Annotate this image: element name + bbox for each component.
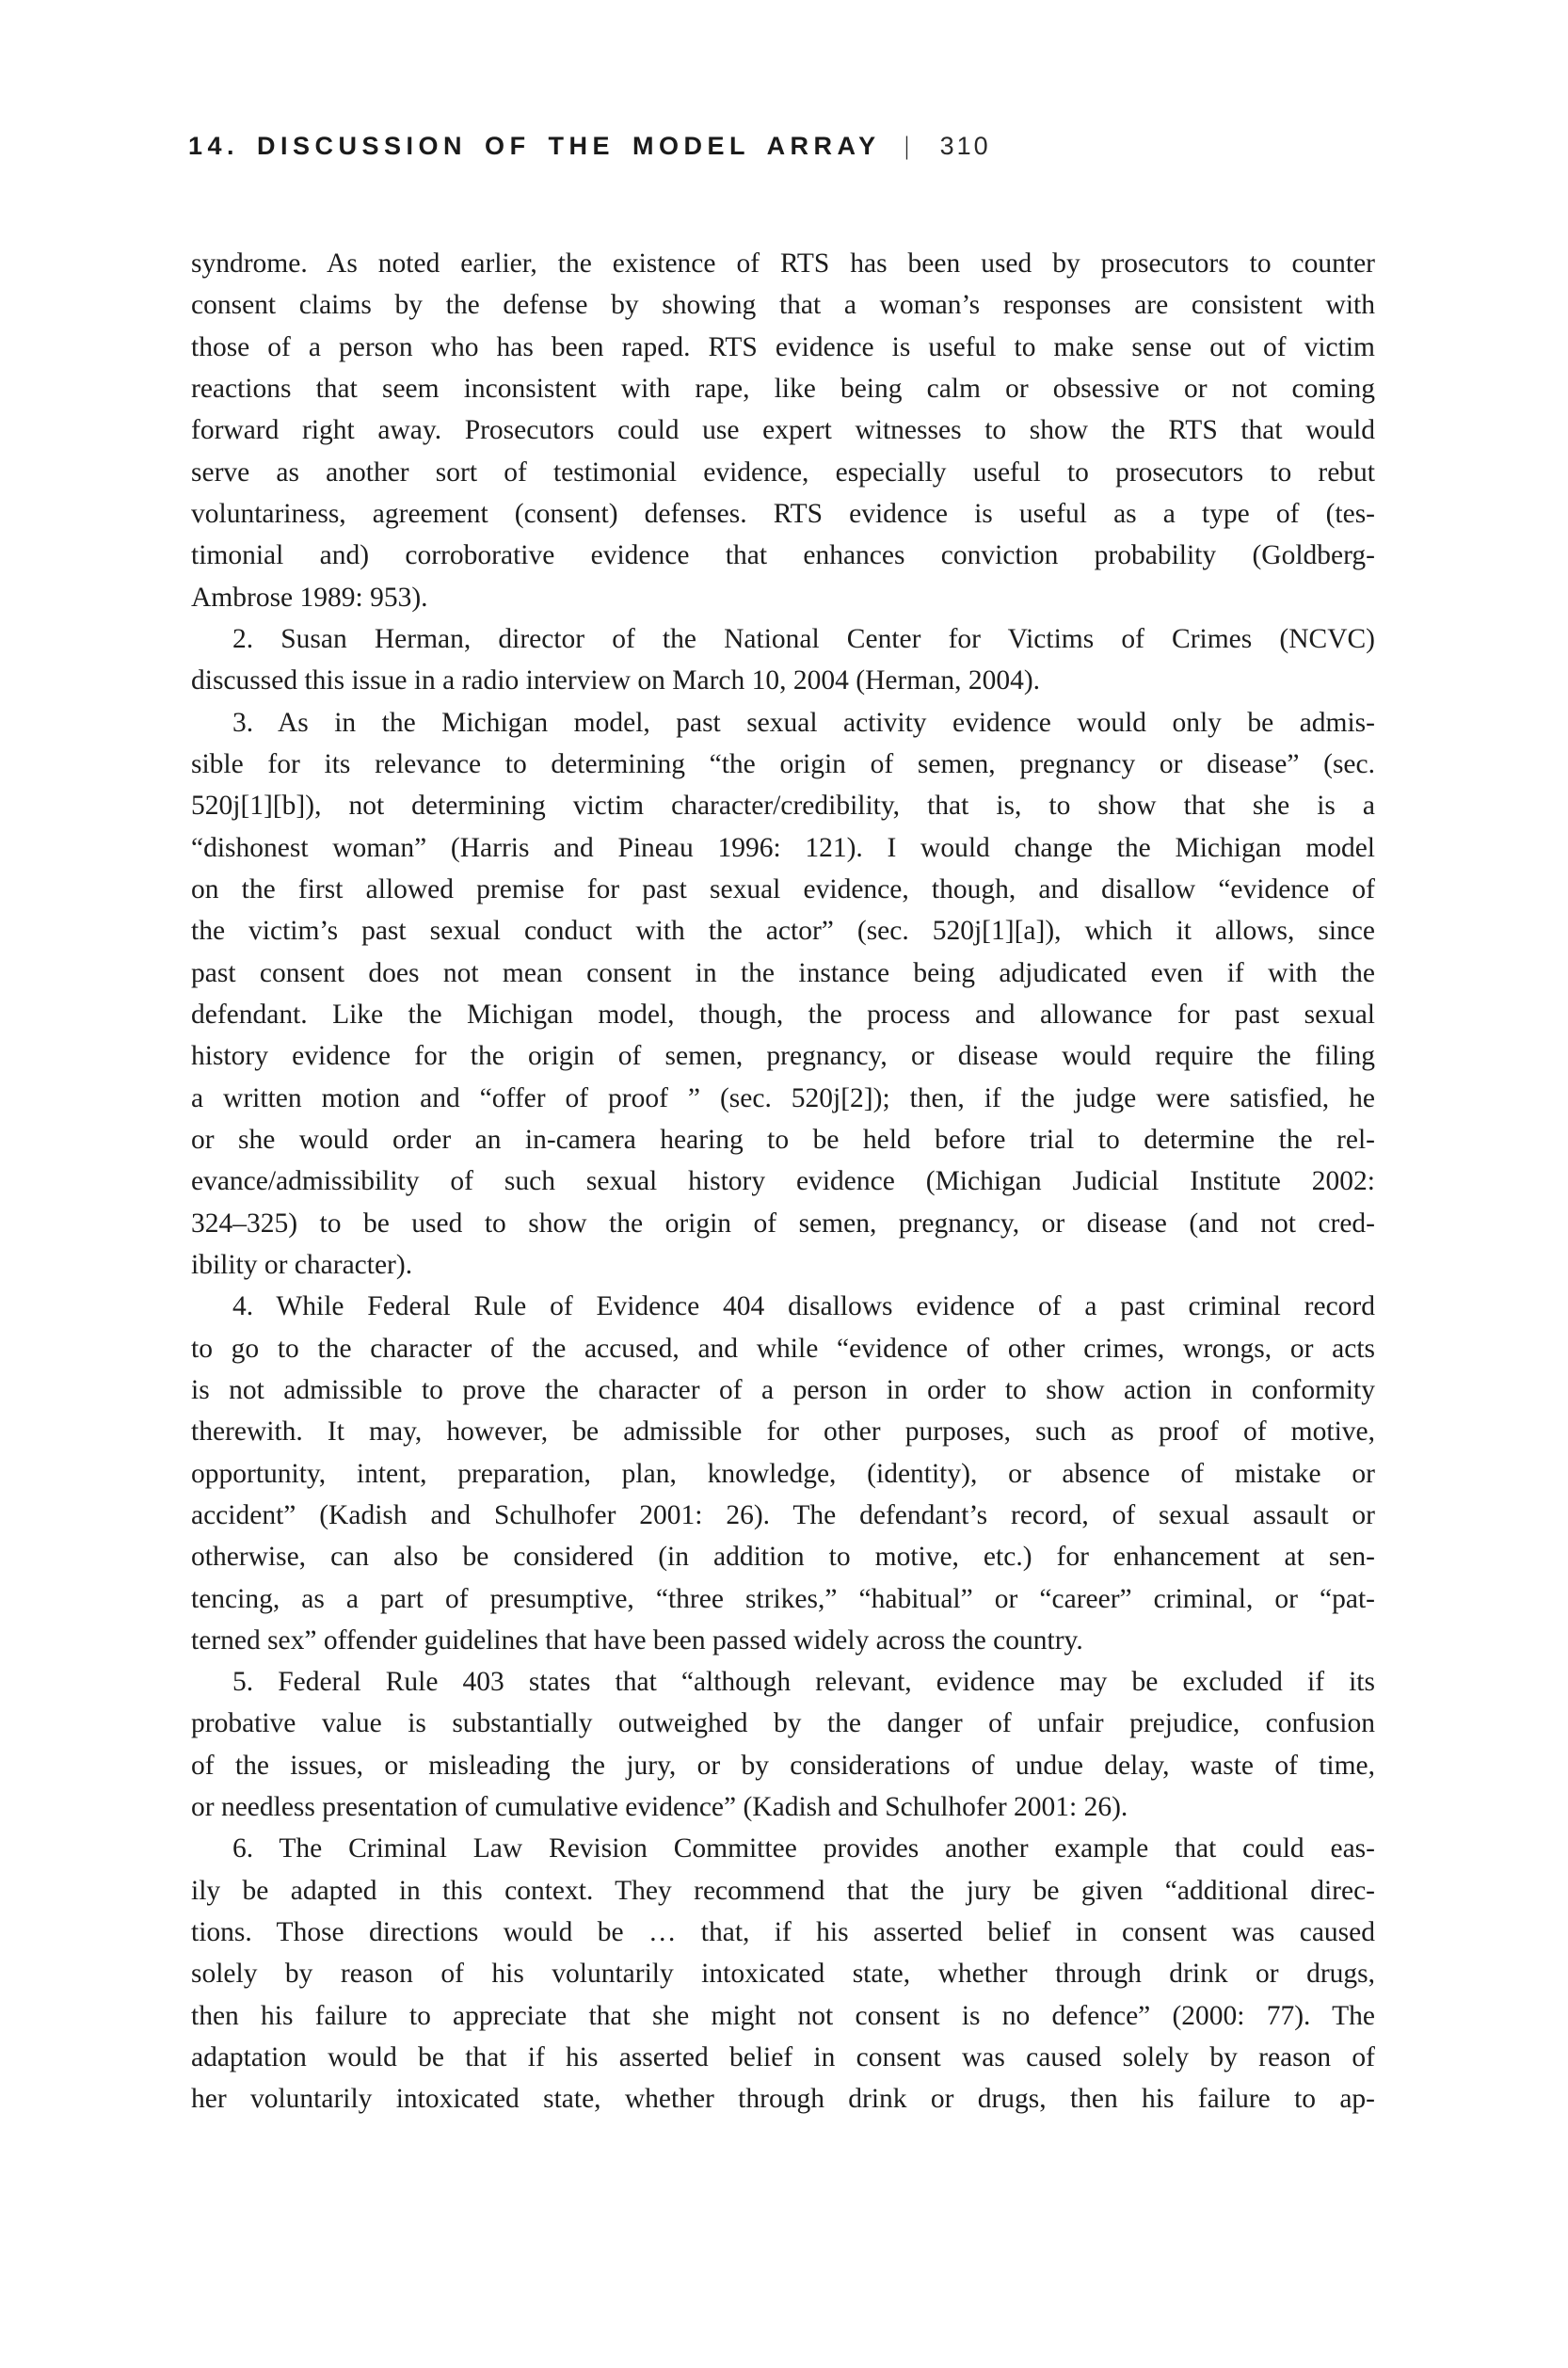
text-line: then his failure to appreciate that she might not consent is no defence” (2000: 77). The [191, 2000, 1375, 2031]
paragraph [191, 702, 1375, 1287]
text-line: adaptation would be that if his asserted belief in consent was caused solely by reason of [191, 2042, 1375, 2073]
text-line: a written motion and “offer of proof ” (sec. 520j[2]); then, if the judge were satisfied, he [191, 1082, 1375, 1113]
text-line: solely by reason of his voluntarily intoxicated state, whether through drink or drugs, [191, 1959, 1375, 1990]
text-line: on the first allowed premise for past sexual evidence, though, and disallow “evidence of [191, 873, 1375, 904]
text-line: defendant. Like the Michigan model, though, the process and allowance for past sexual [191, 999, 1375, 1030]
text-line: 6. The Criminal Law Revision Committee provides another example that could eas- [232, 1833, 1375, 1864]
text-line: therewith. It may, however, be admissible for other purposes, such as proof of motive, [191, 1416, 1375, 1448]
body-text [191, 243, 1375, 2120]
text-line: forward right away. Prosecutors could use expert witnesses to show the RTS that would [191, 415, 1375, 446]
text-line: consent claims by the defense by showing that a woman’s responses are consistent with [191, 290, 1375, 321]
paragraph [191, 618, 1375, 702]
paragraph [191, 1828, 1375, 2120]
text-line: past consent does not mean consent in the instance being adjudicated even if with the [191, 957, 1375, 988]
text-line: tencing, as a part of presumptive, “three strikes,” “habitual” or “career” criminal, or “pat- [191, 1583, 1375, 1614]
paragraph [191, 1286, 1375, 1661]
text-line: her voluntarily intoxicated state, whether through drink or drugs, then his failure to ap- [191, 2084, 1375, 2115]
text-line: or needless presentation of cumulative evidence” (Kadish and Schulhofer 2001: 26). [191, 1792, 1128, 1823]
text-line: accident” (Kadish and Schulhofer 2001: 26). The defendant’s record, of sexual assault or [191, 1499, 1375, 1530]
text-line: ibility or character). [191, 1249, 413, 1280]
text-line: of the issues, or misleading the jury, or by considerations of undue delay, waste of time, [191, 1750, 1375, 1781]
paragraph [191, 1661, 1375, 1828]
text-line: 520j[1][b]), not determining victim character/credibility, that is, to show that she is a [191, 791, 1375, 822]
running-header [188, 132, 991, 161]
text-line: 2. Susan Herman, director of the National Center for Victims of Crimes (NCVC) [232, 623, 1375, 654]
text-line: Ambrose 1989: 953). [191, 582, 428, 613]
text-line: discussed this issue in a radio interview on March 10, 2004 (Herman, 2004). [191, 665, 1041, 696]
text-line: probative value is substantially outweighed by the danger of unfair prejudice, confusion [191, 1708, 1375, 1739]
text-line: 4. While Federal Rule of Evidence 404 disallows evidence of a past criminal record [232, 1291, 1375, 1322]
text-line: history evidence for the origin of semen, pregnancy, or disease would require the filing [191, 1041, 1375, 1072]
text-line: or she would order an in-camera hearing to be held before trial to determine the rel- [191, 1124, 1375, 1155]
text-line: “dishonest woman” (Harris and Pineau 1996: 121). I would change the Michigan model [191, 832, 1375, 863]
text-line: 324–325) to be used to show the origin of semen, pregnancy, or disease (and not cred- [191, 1208, 1375, 1239]
text-line: evance/admissibility of such sexual history evidence (Michigan Judicial Institute 2002: [191, 1166, 1375, 1197]
paragraph [191, 243, 1375, 618]
text-line: terned sex” offender guidelines that have been passed widely across the country. [191, 1624, 1083, 1656]
text-line: serve as another sort of testimonial evidence, especially useful to prosecutors to rebut [191, 456, 1375, 488]
text-line: 5. Federal Rule 403 states that “although relevant, evidence may be excluded if its [232, 1667, 1375, 1698]
text-line: is not admissible to prove the character of a person in order to show action in conformity [191, 1374, 1375, 1405]
text-line: tions. Those directions would be … that, if his asserted belief in consent was caused [191, 1917, 1375, 1948]
text-line: opportunity, intent, preparation, plan, knowledge, (identity), or absence of mistake or [191, 1458, 1375, 1489]
text-line: those of a person who has been raped. RTS evidence is useful to make sense out of victim [191, 331, 1375, 362]
text-line: timonial and) corroborative evidence that enhances conviction probability (Goldberg- [191, 540, 1375, 571]
text-line: voluntariness, agreement (consent) defenses. RTS evidence is useful as a type of (tes- [191, 498, 1375, 529]
header-separator: | [904, 132, 909, 160]
page-number: 310 [939, 132, 991, 160]
text-line: 3. As in the Michigan model, past sexual activity evidence would only be admis- [232, 707, 1375, 738]
text-line: sible for its relevance to determining “the origin of semen, pregnancy or disease” (sec. [191, 748, 1375, 779]
text-line: ily be adapted in this context. They recommend that the jury be given “additional direc- [191, 1875, 1375, 1906]
text-line: syndrome. As noted earlier, the existence of RTS has been used by prosecutors to counter [191, 248, 1375, 279]
chapter-title: 14. DISCUSSION OF THE MODEL ARRAY [188, 132, 881, 160]
text-line: reactions that seem inconsistent with rape, like being calm or obsessive or not coming [191, 373, 1375, 404]
text-line: to go to the character of the accused, and while “evidence of other crimes, wrongs, or acts [191, 1333, 1375, 1364]
text-line: otherwise, can also be considered (in addition to motive, etc.) for enhancement at sen- [191, 1542, 1375, 1573]
text-line: the victim’s past sexual conduct with the actor” (sec. 520j[1][a]), which it allows, since [191, 916, 1375, 947]
